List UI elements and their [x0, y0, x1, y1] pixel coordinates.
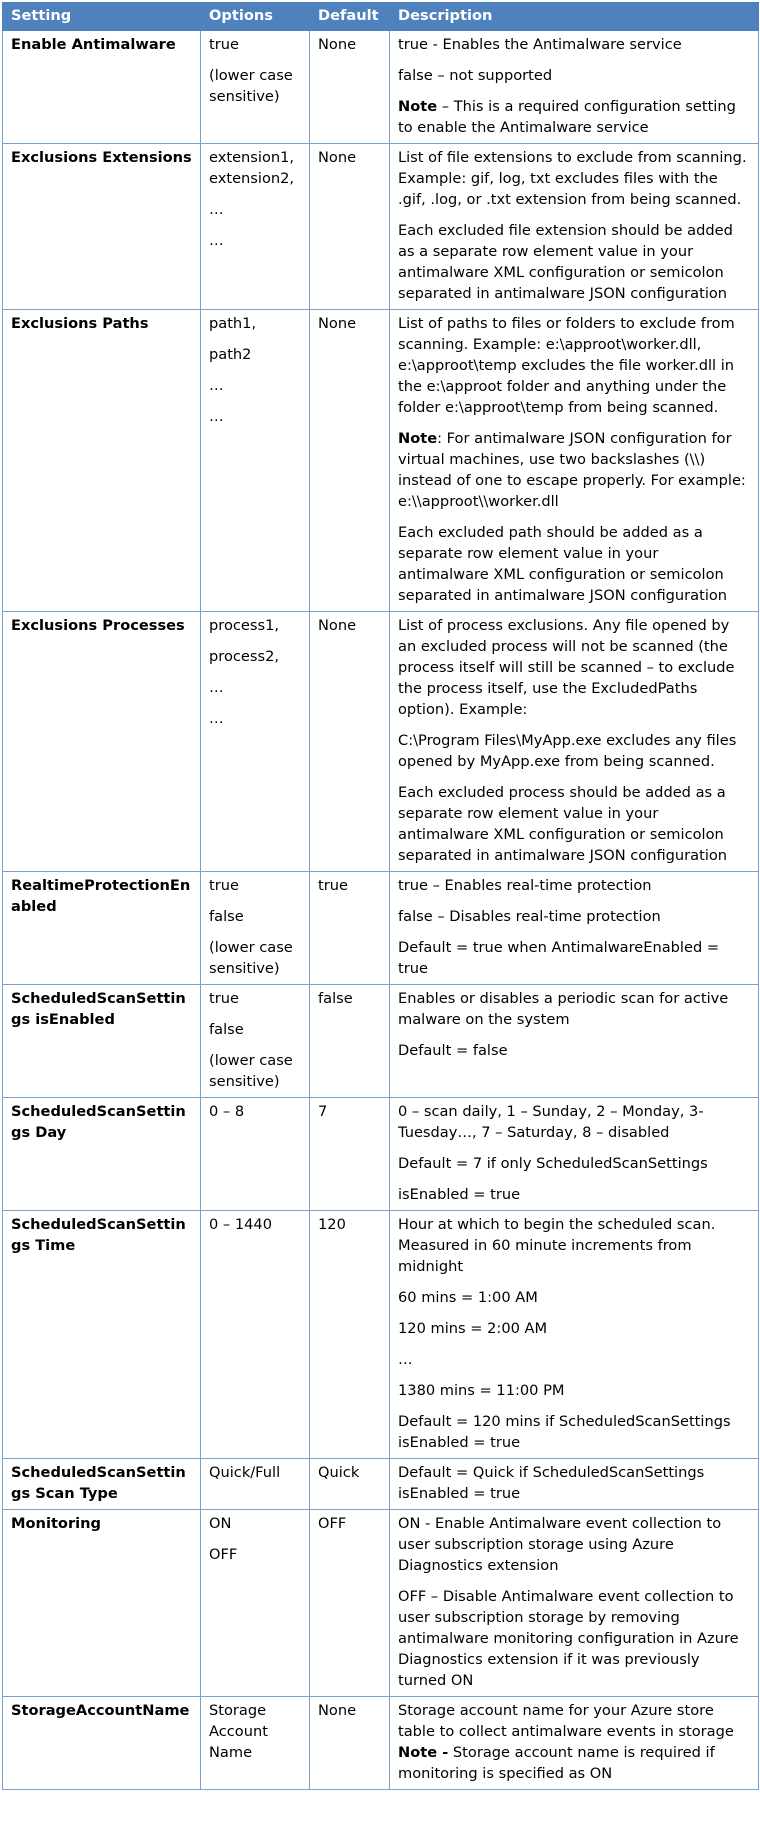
description-cell — [390, 31, 759, 144]
header-options: Options — [201, 3, 310, 31]
description-text: Default = false — [398, 1042, 508, 1059]
description-text — [398, 1700, 750, 1784]
option-value: ON — [209, 1515, 232, 1532]
description-text-end: Storage account name is required if monitoring is specified as ON — [398, 1744, 715, 1782]
default-value: OFF — [310, 1510, 390, 1697]
option-value: … — [209, 408, 224, 425]
description-text: 0 – scan daily, 1 – Sunday, 2 – Monday, 3-Tuesday…, 7 – Saturday, 8 – disabled — [398, 1103, 704, 1141]
description-text: Default = 7 if only ScheduledScanSettings — [398, 1155, 708, 1172]
header-row — [3, 3, 759, 31]
note-label: Note — [398, 98, 438, 115]
setting-name: Exclusions Extensions — [3, 144, 201, 310]
table-row — [3, 31, 759, 144]
description-cell — [390, 1697, 759, 1790]
note-text: : For antimalware JSON configuration for virtual machines, use two backslashes (\\) instead of one to escape properly. For example: e:\\approot\\worker.dll — [398, 430, 746, 510]
description-text: false – not supported — [398, 67, 553, 84]
description-text: Default = true when AntimalwareEnabled = true — [398, 939, 720, 977]
settings-table — [2, 2, 759, 1790]
default-value: false — [310, 985, 390, 1098]
option-value: (lower case sensitive) — [209, 67, 293, 105]
default-value: Quick — [310, 1459, 390, 1510]
description-cell — [390, 872, 759, 985]
default-value: 7 — [310, 1098, 390, 1211]
description-cell — [390, 1510, 759, 1697]
description-text: OFF – Disable Antimalware event collection to user subscription storage by removing antimalware monitoring configuration in Azure Diagnostics extension if it was previously turned ON — [398, 1588, 739, 1689]
option-value: path1, — [209, 315, 257, 332]
table-row — [3, 612, 759, 872]
setting-name: ScheduledScanSettings isEnabled — [3, 985, 201, 1098]
description-text: Default = 120 mins if ScheduledScanSettings isEnabled = true — [398, 1413, 731, 1451]
description-text: List of file extensions to exclude from scanning. Example: gif, log, txt excludes files with the .gif, .log, or .txt extension from being scanned. — [398, 149, 747, 208]
note-label: Note — [398, 430, 438, 447]
description-cell — [390, 985, 759, 1098]
options-cell — [201, 1459, 310, 1510]
table-row — [3, 144, 759, 310]
options-cell — [201, 612, 310, 872]
option-value: OFF — [209, 1546, 238, 1563]
setting-name: StorageAccountName — [3, 1697, 201, 1790]
description-text: 60 mins = 1:00 AM — [398, 1289, 538, 1306]
default-value: None — [310, 144, 390, 310]
option-value: true — [209, 877, 239, 894]
option-value: extension1, extension2, — [209, 149, 295, 187]
description-cell — [390, 310, 759, 612]
option-value: … — [209, 232, 224, 249]
setting-name: ScheduledScanSettings Day — [3, 1098, 201, 1211]
table-row — [3, 1459, 759, 1510]
options-cell — [201, 1697, 310, 1790]
description-cell — [390, 612, 759, 872]
option-value: process1, — [209, 617, 280, 634]
header-description: Description — [390, 3, 759, 31]
default-value: None — [310, 310, 390, 612]
description-text: true – Enables real-time protection — [398, 877, 652, 894]
table-row — [3, 872, 759, 985]
setting-name: ScheduledScanSettings Time — [3, 1211, 201, 1459]
option-value: … — [209, 201, 224, 218]
option-value: (lower case sensitive) — [209, 1052, 293, 1090]
description-text: ON - Enable Antimalware event collection to user subscription storage using Azure Diagnostics extension — [398, 1515, 722, 1574]
description-text: Default = Quick if ScheduledScanSettings isEnabled = true — [398, 1464, 705, 1502]
note-paragraph — [398, 428, 750, 512]
option-value: Storage Account Name — [209, 1702, 268, 1761]
option-value: … — [209, 377, 224, 394]
option-value: false — [209, 908, 244, 925]
setting-name: ScheduledScanSettings Scan Type — [3, 1459, 201, 1510]
description-cell — [390, 144, 759, 310]
setting-name: Exclusions Processes — [3, 612, 201, 872]
description-cell — [390, 1098, 759, 1211]
description-cell — [390, 1211, 759, 1459]
note-paragraph — [398, 96, 750, 138]
description-text: Hour at which to begin the scheduled scan. Measured in 60 minute increments from midnight — [398, 1216, 716, 1275]
header-setting: Setting — [3, 3, 201, 31]
option-value: 0 – 1440 — [209, 1216, 272, 1233]
note-text: – This is a required configuration setting to enable the Antimalware service — [398, 98, 736, 136]
description-text: false – Disables real-time protection — [398, 908, 661, 925]
default-value: None — [310, 1697, 390, 1790]
option-value: process2, — [209, 648, 280, 665]
options-cell — [201, 1098, 310, 1211]
option-value: … — [209, 710, 224, 727]
description-text: 120 mins = 2:00 AM — [398, 1320, 548, 1337]
description-text: Each excluded path should be added as a separate row element value in your antimalware XML configuration or semicolon separated in antimalware JSON configuration — [398, 524, 728, 604]
default-value: None — [310, 612, 390, 872]
options-cell — [201, 144, 310, 310]
description-text: Enables or disables a periodic scan for active malware on the system — [398, 990, 729, 1028]
setting-name: Monitoring — [3, 1510, 201, 1697]
option-value: path2 — [209, 346, 252, 363]
table-row — [3, 1697, 759, 1790]
description-text: … — [398, 1351, 413, 1368]
table-row — [3, 1098, 759, 1211]
options-cell — [201, 310, 310, 612]
description-text: List of process exclusions. Any file opened by an excluded process will not be scanned (the process itself will still be scanned – to exclude the process itself, use the ExcludedPaths option). Example: — [398, 617, 735, 718]
default-value: 120 — [310, 1211, 390, 1459]
table-row — [3, 985, 759, 1098]
setting-name: Exclusions Paths — [3, 310, 201, 612]
description-text-start: Storage account name for your Azure store table to collect antimalware events in storage — [398, 1702, 734, 1740]
default-value: true — [310, 872, 390, 985]
setting-name: RealtimeProtectionEnabled — [3, 872, 201, 985]
option-value: … — [209, 679, 224, 696]
options-cell — [201, 1211, 310, 1459]
table-row — [3, 1211, 759, 1459]
options-cell — [201, 31, 310, 144]
option-value: Quick/Full — [209, 1464, 281, 1481]
description-text: C:\Program Files\MyApp.exe excludes any files opened by MyApp.exe from being scanned. — [398, 732, 737, 770]
description-text: List of paths to files or folders to exclude from scanning. Example: e:\approot\worker.dll, e:\approot\temp excludes the file worker.dll in the e:\approot folder and anything under the folder e:\approot\temp from being scanned. — [398, 315, 735, 416]
default-value: None — [310, 31, 390, 144]
table-row — [3, 1510, 759, 1697]
header-default: Default — [310, 3, 390, 31]
option-value: false — [209, 1021, 244, 1038]
setting-name: Enable Antimalware — [3, 31, 201, 144]
option-value: true — [209, 990, 239, 1007]
option-value: 0 – 8 — [209, 1103, 245, 1120]
description-text: true - Enables the Antimalware service — [398, 36, 682, 53]
option-value: true — [209, 36, 239, 53]
description-text: Each excluded process should be added as a separate row element value in your antimalware XML configuration or semicolon separated in antimalware JSON configuration — [398, 784, 728, 864]
table-row — [3, 310, 759, 612]
options-cell — [201, 985, 310, 1098]
note-label: Note - — [398, 1744, 449, 1761]
options-cell — [201, 1510, 310, 1697]
description-text: isEnabled = true — [398, 1186, 521, 1203]
description-cell — [390, 1459, 759, 1510]
description-text: Each excluded file extension should be added as a separate row element value in your antimalware XML configuration or semicolon separated in antimalware JSON configuration — [398, 222, 733, 302]
description-text: 1380 mins = 11:00 PM — [398, 1382, 565, 1399]
options-cell — [201, 872, 310, 985]
option-value: (lower case sensitive) — [209, 939, 293, 977]
